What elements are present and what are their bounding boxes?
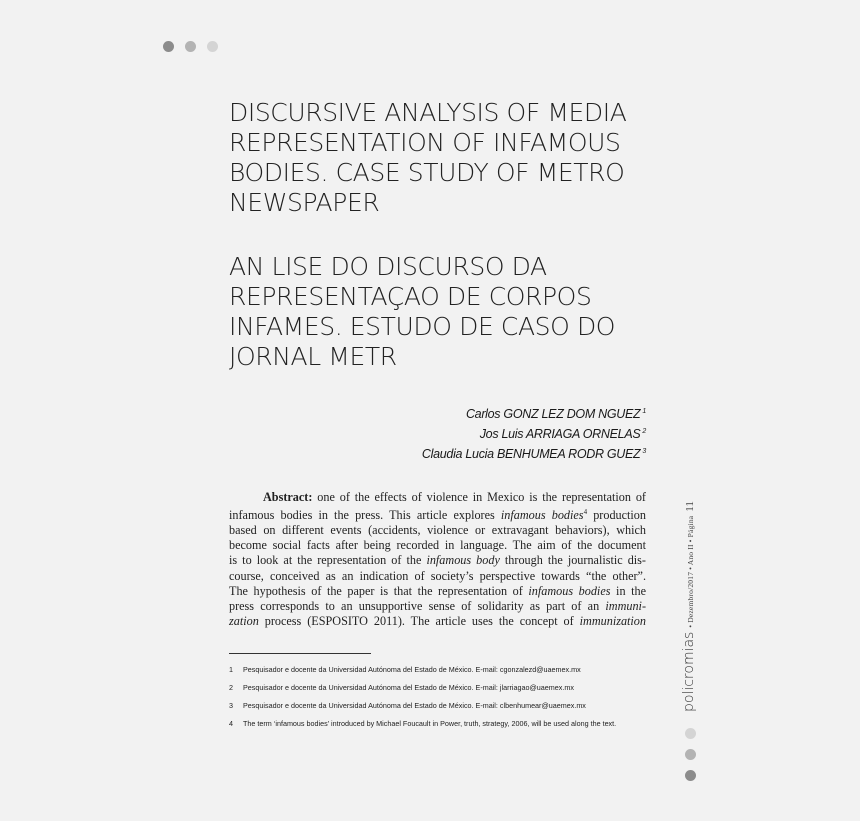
footnote [229, 683, 654, 701]
footnote-text: Pesquisador e docente da Universidad Autónoma del Estado de México. E-mail: jlarriagao@uaemex.mx [243, 683, 574, 692]
title-line: REPRESENTAÇAO DE CORPOS [229, 282, 592, 311]
footnote-marker: 3 [642, 448, 646, 456]
abstract-line: infamous bodies in the press. This article explores infamous bodies$^4$ production [229, 508, 646, 523]
title-line: INFAMES. ESTUDO DE CASO DO [229, 312, 616, 341]
dot-icon [163, 41, 174, 52]
author-list [380, 403, 646, 463]
footnote-divider [229, 653, 371, 654]
abstract-line: press corresponds to an unsupportive sense of solidarity as part of an immuni- [229, 598, 646, 613]
footnote [229, 701, 654, 719]
decorative-dots-top [163, 41, 218, 52]
footnote-marker: 4 [583, 508, 588, 517]
dot-icon [685, 770, 696, 781]
footnote-number: 4 [229, 719, 233, 728]
footnote-marker: 2 [642, 428, 646, 436]
footnote [229, 719, 654, 737]
abstract [229, 490, 646, 629]
author-3 [380, 443, 646, 463]
author-2 [380, 423, 646, 443]
dot-icon [207, 41, 218, 52]
title-line: REPRESENTATION OF INFAMOUS [229, 128, 621, 157]
journal-sidebar [681, 501, 697, 712]
author-1 [380, 403, 646, 423]
footnote-marker: 1 [642, 408, 646, 415]
footnote-number: 2 [229, 683, 233, 692]
footnote-text: Pesquisador e docente da Universidad Autónoma del Estado de México. E-mail: clbenhumear@uaemex.mx [243, 701, 586, 710]
decorative-dots-side [685, 728, 696, 781]
footnote-text: The term ‘infamous bodies’ introduced by Michael Foucault in Power, truth, strategy, 2006, will be used along the text. [243, 719, 617, 728]
dot-icon [685, 749, 696, 760]
footnote-text: Pesquisador e docente da Universidad Autónoma del Estado de México. E-mail: cgonzalezd@uaemex.mx [243, 665, 581, 674]
page-number: 11 [684, 501, 696, 512]
footnote-number: 3 [229, 701, 233, 710]
dot-icon [185, 41, 196, 52]
title-line: JORNAL METR [229, 342, 397, 371]
article-title-english [229, 98, 649, 218]
title-line: DISCURSIVE ANALYSIS OF MEDIA [229, 98, 627, 127]
footnote-number: 1 [229, 665, 233, 674]
abstract-line: zation process (ESPOSITO 2011). The article uses the concept of immunization [229, 613, 646, 628]
abstract-line: course, conceived as an indication of society’s perspective towards “the other”. [229, 568, 646, 583]
issue-info: • Dezembro/2017 • Ano II • Página [686, 515, 695, 628]
article-title-portuguese [229, 252, 649, 372]
abstract-label: Abstract: [263, 490, 313, 504]
author-name: Jos Luis ARRIAGA ORNELAS [479, 427, 641, 442]
abstract-line: Abstract: one of the effects of violence in Mexico is the representation of [263, 490, 646, 504]
dot-icon [685, 728, 696, 739]
author-name: Claudia Lucia BENHUMEA RODR GUEZ [421, 447, 641, 462]
footnotes [229, 665, 654, 737]
footnote [229, 665, 654, 683]
journal-logo: policromias [681, 631, 697, 712]
abstract-line: become social facts after being recorded in language. The aim of the document [229, 538, 646, 553]
author-name: Carlos GONZ LEZ DOM NGUEZ [465, 407, 641, 422]
title-line: BODIES. CASE STUDY OF METRO [229, 158, 625, 187]
abstract-line: is to look at the representation of the infamous body through the journalistic dis- [229, 553, 646, 568]
abstract-line: based on different events (accidents, violence or extravagant behaviors), which [229, 523, 646, 538]
abstract-line: The hypothesis of the paper is that the representation of infamous bodies in the [229, 583, 646, 598]
title-line: AN LISE DO DISCURSO DA [229, 252, 547, 281]
title-line: NEWSPAPER [229, 188, 380, 217]
